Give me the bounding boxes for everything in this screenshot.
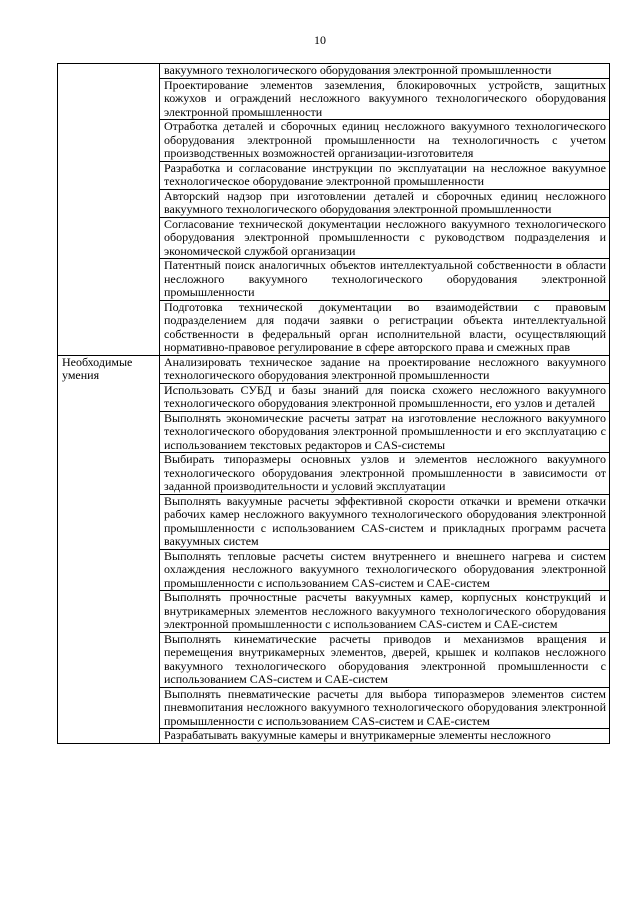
table-cell: Выполнять вакуумные расчеты эффективной скорости откачки и времени откачки рабочих камер несложного вакуумного технологического оборудования электронной промышленности с использованием CAS-систем и прикладных программ расчета вакуумных систем	[160, 494, 610, 549]
table-cell: Согласование технической документации несложного вакуумного технологического оборудования электронной промышленности с руководством подразделения и экономической службой организации	[160, 217, 610, 259]
table-cell: Использовать СУБД и базы знаний для поиска схожего несложного вакуумного технологического оборудования электронной промышленности, его узлов и деталей	[160, 383, 610, 411]
section-labor-actions	[58, 64, 610, 356]
table-cell: Анализировать техническое задание на проектирование несложного вакуумного технологического оборудования электронной промышленности	[160, 355, 610, 383]
requirements-table	[57, 63, 610, 744]
table-cell: Проектирование элементов заземления, блокировочных устройств, защитных кожухов и ограждений несложного вакуумного технологического оборудования электронной промышленности	[160, 78, 610, 120]
section-label	[58, 64, 160, 356]
page-number: 10	[314, 33, 326, 47]
table-cell: Выполнять тепловые расчеты систем внутреннего и внешнего нагрева и систем охлаждения несложного вакуумного технологического оборудования электронной промышленности с использованием CAS-систем и CAE-систем	[160, 549, 610, 591]
table-cell: Выполнять кинематические расчеты приводов и механизмов вращения и перемещения внутрикамерных элементов, дверей, крышек и колпаков несложного вакуумного технологического оборудования электронной промышленности с использованием CAS-систем и CAE-систем	[160, 632, 610, 687]
table-cell: Отработка деталей и сборочных единиц несложного вакуумного технологического оборудования электронной промышленности на технологичность с учетом производственных возможностей организации-изготовителя	[160, 120, 610, 162]
section-required-skills	[58, 355, 610, 743]
table-cell: вакуумного технологического оборудования электронной промышленности	[160, 64, 610, 79]
table-cell: Патентный поиск аналогичных объектов интеллектуальной собственности в области несложного вакуумного технологического оборудования электронной промышленности	[160, 259, 610, 301]
table-cell: Выбирать типоразмеры основных узлов и элементов несложного вакуумного технологического оборудования электронной промышленности в зависимости от заданной производительности и условий эксплуатации	[160, 453, 610, 495]
table-cell: Разрабатывать вакуумные камеры и внутрикамерные элементы несложного	[160, 729, 610, 744]
table-cell: Выполнять экономические расчеты затрат на изготовление несложного вакуумного технологического оборудования электронной промышленности и его эксплуатацию с использованием текстовых редакторов и CAS-системы	[160, 411, 610, 453]
table-cell: Разработка и согласование инструкции по эксплуатации на несложное вакуумное технологическое оборудование электронной промышленности	[160, 161, 610, 189]
table-row	[58, 64, 610, 79]
table-row	[58, 355, 610, 383]
table-cell: Выполнять прочностные расчеты вакуумных камер, корпусных конструкций и внутрикамерных элементов несложного вакуумного технологического оборудования электронной промышленности с использованием CAS-систем и CAE-систем	[160, 591, 610, 633]
table-cell: Подготовка технической документации во взаимодействии с правовым подразделением для подачи заявки о регистрации объекта интеллектуальной собственности в федеральный орган исполнительной власти, осуществляющий нормативно-правовое регулирование в сфере авторского права и смежных прав	[160, 300, 610, 355]
section-label: Необходимые умения	[58, 355, 160, 743]
table-cell: Выполнять пневматические расчеты для выбора типоразмеров элементов систем пневмопитания несложного вакуумного технологического оборудования электронной промышленности с использованием CAS-систем и CAE-систем	[160, 687, 610, 729]
table-cell: Авторский надзор при изготовлении деталей и сборочных единиц несложного вакуумного технологического оборудования электронной промышленности	[160, 189, 610, 217]
